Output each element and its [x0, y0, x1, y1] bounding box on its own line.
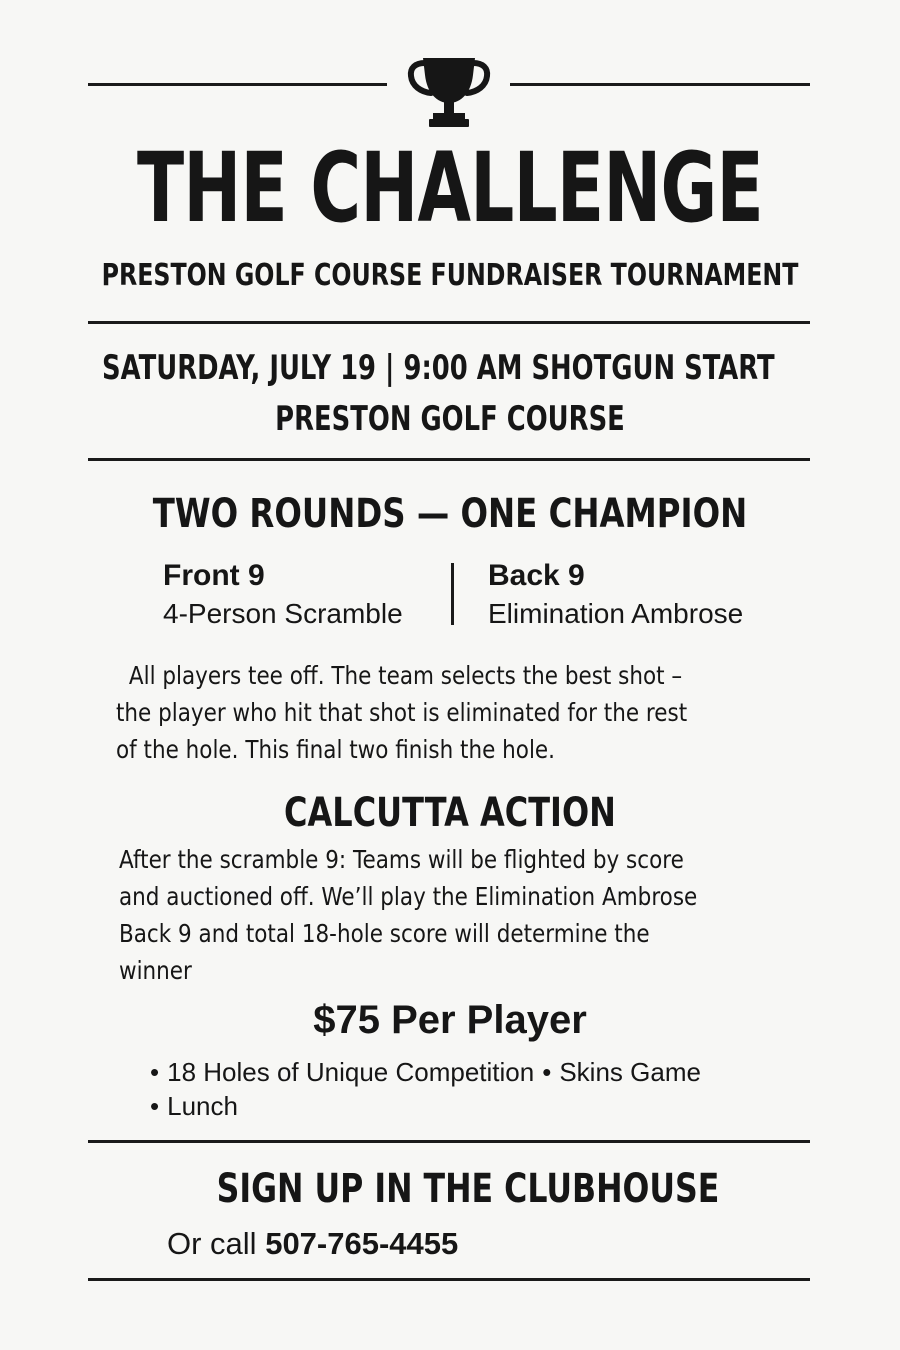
inclusion-item: Lunch	[167, 1091, 238, 1121]
divider-3	[88, 1140, 810, 1143]
header-rule-left	[88, 83, 387, 86]
call-prefix: Or call	[167, 1226, 257, 1261]
calcutta-line: Back 9 and total 18-hole score will determine the	[119, 919, 650, 948]
rules-line: All players tee off. The team selects the best shot –	[128, 661, 683, 690]
rules-line: of the hole. This final two finish the hole.	[116, 735, 555, 764]
trophy-icon	[403, 55, 495, 130]
divider-1	[88, 321, 810, 324]
inclusion-item: 18 Holes of Unique Competition	[167, 1057, 535, 1087]
inclusion-item: Skins Game	[559, 1057, 701, 1087]
rounds-heading: TWO ROUNDS — ONE CHAMPION	[152, 491, 748, 537]
event-date-time: SATURDAY, JULY 19 | 9:00 AM SHOTGUN START	[102, 348, 775, 388]
call-line	[167, 1224, 458, 1264]
calcutta-line: winner	[119, 956, 192, 985]
divider-2	[88, 458, 810, 461]
calcutta-line: After the scramble 9: Teams will be flighted by score	[119, 845, 684, 874]
round-description: 4-Person Scramble	[163, 598, 403, 629]
event-venue: PRESTON GOLF COURSE	[275, 399, 625, 439]
header-rule-right	[510, 83, 810, 86]
rules-line: the player who hit that shot is eliminated for the rest	[116, 698, 688, 727]
signup-heading: SIGN UP IN THE CLUBHOUSE	[216, 1166, 720, 1212]
bullet-icon: •	[150, 1091, 160, 1121]
rounds-divider	[451, 563, 454, 625]
calcutta-paragraph	[119, 841, 697, 989]
round-title: Back 9	[488, 559, 585, 592]
rules-paragraph	[116, 657, 687, 768]
round-front-nine	[163, 558, 403, 631]
phone-number: 507-765-4455	[265, 1226, 459, 1261]
bullet-icon: •	[542, 1057, 552, 1087]
round-title: Front 9	[163, 559, 265, 592]
inclusions-list	[150, 1055, 701, 1123]
divider-4	[88, 1278, 810, 1281]
round-description: Elimination Ambrose	[488, 598, 744, 629]
bullet-icon: •	[150, 1057, 160, 1087]
round-back-nine	[488, 558, 743, 631]
event-subtitle: PRESTON GOLF COURSE FUNDRAISER TOURNAMENT	[101, 258, 799, 293]
calcutta-line: and auctioned off. We’ll play the Elimination Ambrose	[119, 882, 698, 911]
page-title: THE CHALLENGE	[136, 132, 764, 244]
price: $75 Per Player	[313, 998, 587, 1042]
calcutta-heading: CALCUTTA ACTION	[284, 790, 616, 836]
